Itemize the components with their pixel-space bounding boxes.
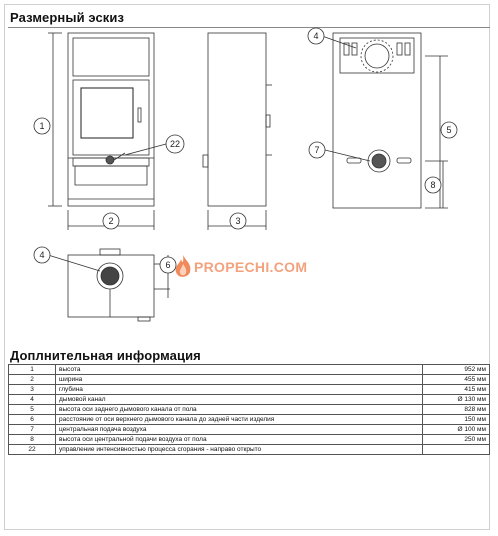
row-description: глубина <box>56 385 423 395</box>
row-number: 22 <box>9 445 56 455</box>
callout-label-22: 22 <box>169 139 181 149</box>
row-value: 828 мм <box>423 405 490 415</box>
table-row <box>9 375 490 385</box>
back-view <box>333 33 421 208</box>
row-value: 952 мм <box>423 365 490 375</box>
table-row <box>9 385 490 395</box>
callout-label-1: 1 <box>39 121 45 131</box>
row-number: 2 <box>9 375 56 385</box>
row-description: высота оси заднего дымового канала от пола <box>56 405 423 415</box>
callout-label-2: 2 <box>108 216 114 226</box>
info-table <box>8 364 490 455</box>
row-value: 250 мм <box>423 435 490 445</box>
callout-label-4b: 4 <box>39 250 45 260</box>
row-value: 415 мм <box>423 385 490 395</box>
table-row <box>9 365 490 375</box>
info-heading: Доплнительная информация <box>10 348 201 363</box>
row-number: 7 <box>9 425 56 435</box>
row-number: 1 <box>9 365 56 375</box>
side-view <box>203 33 272 206</box>
row-description: расстояние от оси верхнего дымового канала до задней части изделия <box>56 415 423 425</box>
table-row <box>9 445 490 455</box>
air-control-knob-icon <box>106 156 114 164</box>
front-view <box>68 33 154 206</box>
row-description: высота <box>56 365 423 375</box>
air-inlet-icon <box>372 154 386 168</box>
callout-label-5: 5 <box>446 125 452 135</box>
row-description: дымовой канал <box>56 395 423 405</box>
row-number: 8 <box>9 435 56 445</box>
table-row <box>9 425 490 435</box>
watermark-text: PROPECHI.COM <box>194 259 308 275</box>
flame-icon <box>172 254 194 280</box>
row-number: 3 <box>9 385 56 395</box>
row-description: высота оси центральной подачи воздуха от пола <box>56 435 423 445</box>
row-description: центральная подача воздуха <box>56 425 423 435</box>
table-row <box>9 435 490 445</box>
callout-label-3: 3 <box>235 216 241 226</box>
callout-label-8: 8 <box>430 180 436 190</box>
sketch-heading: Размерный эскиз <box>10 10 125 25</box>
callout-label-6: 6 <box>165 260 171 270</box>
callout-label-4a: 4 <box>313 31 319 41</box>
row-value: 150 мм <box>423 415 490 425</box>
row-value: Ø 100 мм <box>423 425 490 435</box>
table-row <box>9 415 490 425</box>
callout-label-7: 7 <box>314 145 320 155</box>
row-value <box>423 445 490 455</box>
row-description: управление интенсивностью процесса сгорания - направо открыто <box>56 445 423 455</box>
row-number: 6 <box>9 415 56 425</box>
top-view <box>68 249 170 321</box>
table-row <box>9 395 490 405</box>
row-number: 4 <box>9 395 56 405</box>
table-row <box>9 405 490 415</box>
watermark <box>172 254 307 280</box>
row-value: 455 мм <box>423 375 490 385</box>
row-description: ширина <box>56 375 423 385</box>
dimension-height <box>48 33 62 206</box>
row-value: Ø 130 мм <box>423 395 490 405</box>
row-number: 5 <box>9 405 56 415</box>
